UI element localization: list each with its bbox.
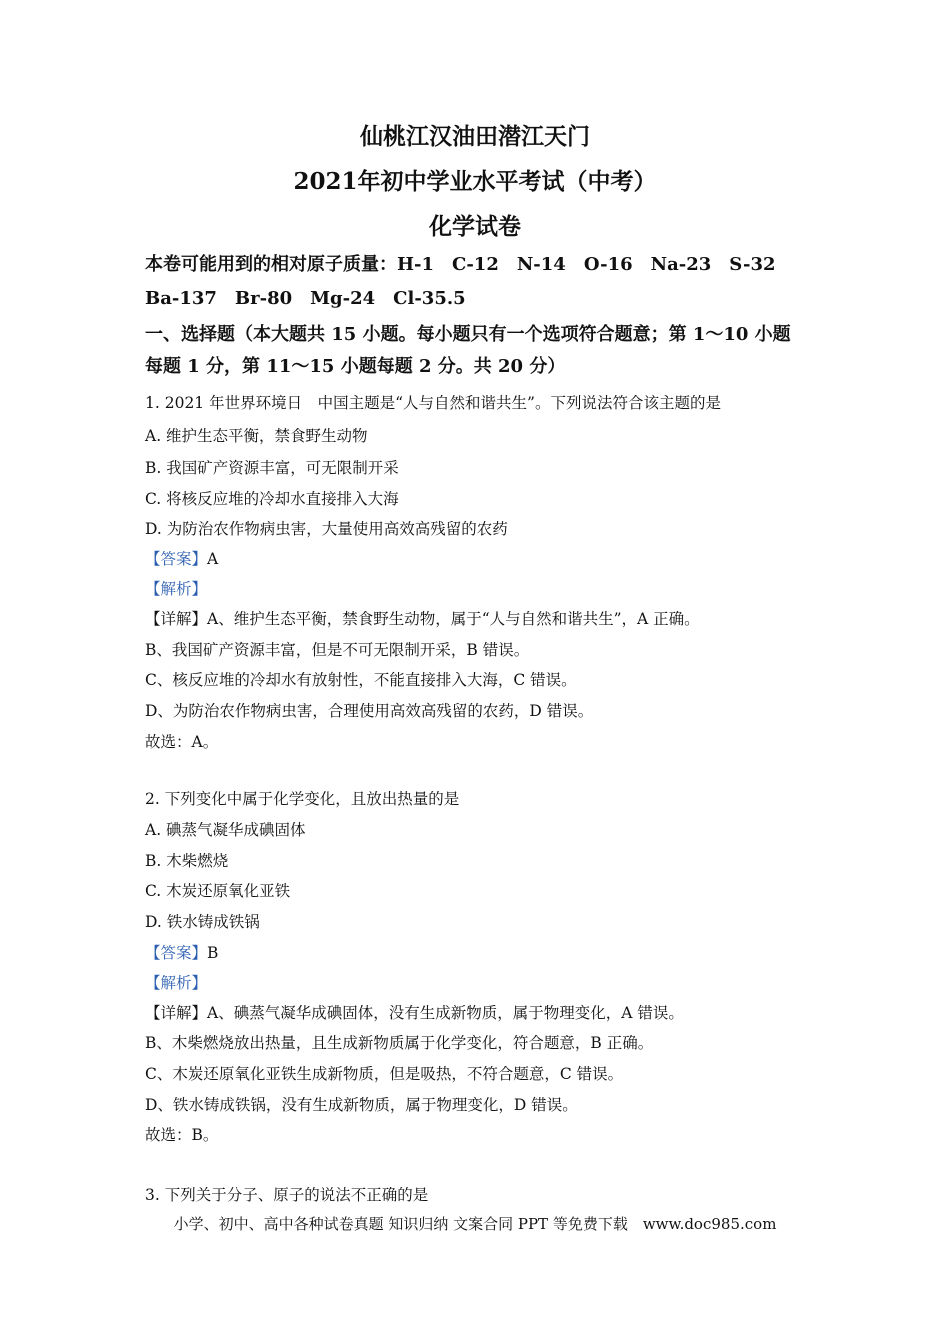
question-1-option-d: D. 为防治农作物病虫害，大量使用高效高残留的农药 [145, 520, 508, 538]
question-2-analysis [145, 971, 207, 993]
question-1-stem: 1. 2021 年世界环境日 中国主题是“人与自然和谐共生”。下列说法符合该主题的是 [145, 394, 721, 412]
subject-title: 化学试卷 [429, 213, 521, 240]
page-footer: 小学、初中、高中各种试卷真题 知识归纳 文案合同 PPT 等免费下载 www.doc985.com [173, 1215, 777, 1233]
question-1-option-a: A. 维护生态平衡，禁食野生动物 [145, 427, 368, 445]
atomic-mass-line-1: 本卷可能用到的相对原子质量：H-1 C-12 N-14 O-16 Na-23 S-32 [145, 254, 776, 275]
question-2-option-a: A. 碘蒸气凝华成碘固体 [145, 821, 306, 839]
analysis-tag: 【解析】 [145, 580, 208, 598]
question-2-conclusion: 故选：B。 [145, 1126, 219, 1144]
answer-value: A [207, 550, 219, 568]
question-2-detail-a: 【详解】A、碘蒸气凝华成碘固体，没有生成新物质，属于物理变化，A 错误。 [145, 1004, 684, 1022]
exam-region-title: 仙桃江汉油田潜江天门 [360, 123, 590, 150]
question-2-stem: 2. 下列变化中属于化学变化，且放出热量的是 [145, 790, 460, 808]
answer-tag: 【答案】 [145, 944, 208, 962]
section-heading-line-2: 每题 1 分，第 11～15 小题每题 2 分。共 20 分） [145, 356, 566, 377]
question-1-detail-a: 【详解】A、维护生态平衡，禁食野生动物，属于“人与自然和谐共生”，A 正确。 [145, 610, 700, 628]
exam-name-title: 2021年初中学业水平考试（中考） [293, 168, 657, 195]
question-1-detail-d: D、为防治农作物病虫害，合理使用高效高残留的农药，D 错误。 [145, 702, 594, 720]
question-1-conclusion: 故选：A。 [145, 733, 219, 751]
question-1-option-c: C. 将核反应堆的冷却水直接排入大海 [145, 490, 399, 508]
question-1-detail-b: B、我国矿产资源丰富，但是不可无限制开采，B 错误。 [145, 641, 530, 659]
question-2-detail-c: C、木炭还原氧化亚铁生成新物质，但是吸热，不符合题意，C 错误。 [145, 1065, 624, 1083]
section-heading-line-1: 一、选择题（本大题共 15 小题。每小题只有一个选项符合题意；第 1～10 小题 [145, 324, 791, 345]
question-3-stem: 3. 下列关于分子、原子的说法不正确的是 [145, 1186, 429, 1204]
question-1-answer [145, 547, 218, 569]
question-2-detail-b: B、木柴燃烧放出热量，且生成新物质属于化学变化，符合题意，B 正确。 [145, 1034, 654, 1052]
question-2-answer [145, 941, 218, 963]
question-2-detail-d: D、铁水铸成铁锅，没有生成新物质，属于物理变化，D 错误。 [145, 1096, 578, 1114]
question-2-option-c: C. 木炭还原氧化亚铁 [145, 882, 291, 900]
atomic-mass-line-2: Ba-137 Br-80 Mg-24 Cl-35.5 [145, 288, 466, 309]
answer-value: B [207, 944, 219, 962]
question-1-analysis [145, 577, 207, 599]
question-1-detail-c: C、核反应堆的冷却水有放射性，不能直接排入大海，C 错误。 [145, 671, 577, 689]
question-2-option-d: D. 铁水铸成铁锅 [145, 913, 260, 931]
question-1-option-b: B. 我国矿产资源丰富，可无限制开采 [145, 459, 399, 477]
question-2-option-b: B. 木柴燃烧 [145, 852, 229, 870]
analysis-tag: 【解析】 [145, 974, 208, 992]
answer-tag: 【答案】 [145, 550, 208, 568]
